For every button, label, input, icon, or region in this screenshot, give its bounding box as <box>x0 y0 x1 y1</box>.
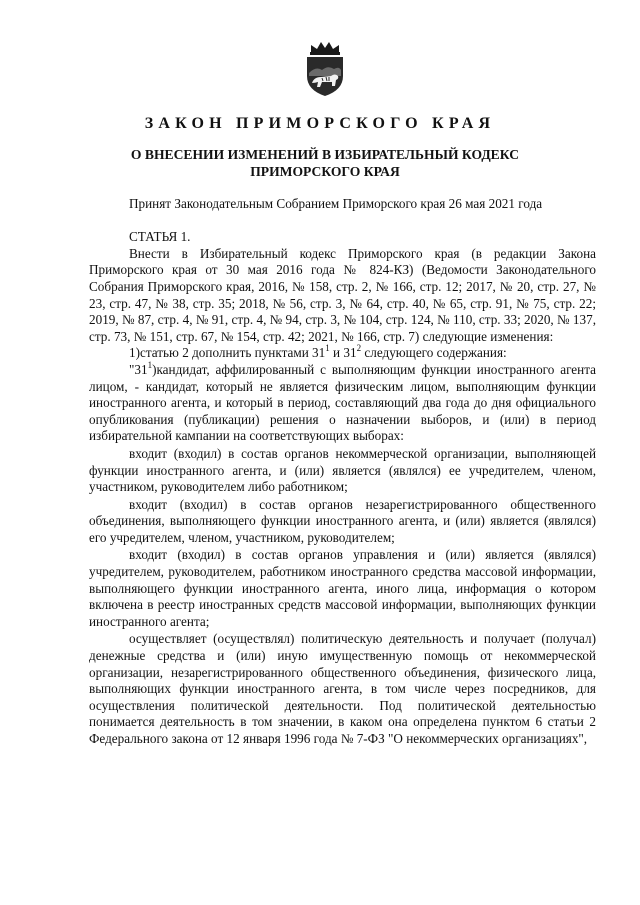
condition-paragraph-2: входит (входил) в состав органов незарегистрированного общественного объединения, выполняющего функции иностранного агента, и (или) является (являлся) его учредителем, членом, участником, руководителем; <box>89 496 596 545</box>
clause-31-1-text: )кандидат, аффилированный с выполняющим функции иностранного агента лицом, - кандидат, который не является физическим лицом, выполняющим функции иностранного агента, и который в период, составляющий два года до дня официального опубликования (публикации) решения о назначении выборов, и (или) в период избирательной кампании на соответствующих выборах: <box>89 361 596 444</box>
law-subtitle <box>60 146 590 180</box>
subtitle-line-2: ПРИМОРСКОГО КРАЯ <box>250 164 400 179</box>
clause-31-1-open: "31 <box>129 361 148 377</box>
item1-text-start: 1)статью 2 дополнить пунктами 31 <box>129 345 326 361</box>
law-body <box>89 196 596 748</box>
article-heading: СТАТЬЯ 1. <box>129 229 191 245</box>
condition-paragraph-1: входит (входил) в состав органов некоммерческой организации, выполняющей функции иностранного агента, и (или) является (являлся) ее учредителем, членом, участником, руководителем либо работником; <box>89 445 596 495</box>
item1-text-middle: и 31 <box>329 345 357 361</box>
adoption-note: Принят Законодательным Собранием Приморского края 26 мая 2021 года <box>129 196 543 211</box>
clause-31-1-superscript: 1 <box>147 359 153 370</box>
item1-superscript-1: 1 <box>325 342 330 353</box>
article-intro: Внести в Избирательный кодекс Приморского края (в редакции Закона Приморского края от 30 мая 2016 года № 824-КЗ) (Ведомости Законодательного Собрания Приморского края, 2016, № 158, стр. 2, № 166, стр. 12; 2017, № 20, стр. 27, № 23, стр. 47, № 38, стр. 35; 2018, № 56, стр. 3, № 64, стр. 40, № 65, стр. 91, № 75, стр. 22; 2019, № 87, стр. 4, № 91, стр. 4, № 94, стр. 3, № 104, стр. 124, № 110, стр. 33; 2020, № 137, стр. 73, № 151, стр. 67, № 154, стр. 42; 2021, № 166, стр. 7) следующие изменения: <box>89 245 596 344</box>
item1-superscript-2: 2 <box>356 342 362 353</box>
condition-paragraph-4: осуществляет (осуществлял) политическую деятельность и получает (получал) денежные средства и (или) иную имущественную помощь от некоммерческой организации, незарегистрированного общественного объединения, физического лица, выполняющих функции иностранного агента, в том числе через посредников, для осуществления политической деятельности. Под политической деятельностью понимается деятельность в том значении, в каком она определена пунктом 6 статьи 2 Федерального закона от 12 января 1996 года № 7-ФЗ "О некоммерческих организациях", <box>89 631 596 746</box>
amendment-item-1 <box>89 342 596 362</box>
item1-text-end: следующего содержания: <box>361 345 507 361</box>
primorsky-coat-of-arms-icon <box>300 40 350 97</box>
subtitle-line-1: О ВНЕСЕНИИ ИЗМЕНЕНИЙ В ИЗБИРАТЕЛЬНЫЙ КОДЕКС <box>130 147 520 162</box>
condition-paragraph-3: входит (входил) в состав органов управления и (или) является (являлся) учредителем, руководителем, работником иностранного средства массовой информации, выполняющего функции иностранного агента, иного лица, информация о котором включена в реестр иностранных средств массовой информации, выполняющих функции иностранного агента; <box>89 547 596 629</box>
law-title: ЗАКОН ПРИМОРСКОГО КРАЯ <box>144 115 496 132</box>
clause-31-1 <box>89 359 596 445</box>
